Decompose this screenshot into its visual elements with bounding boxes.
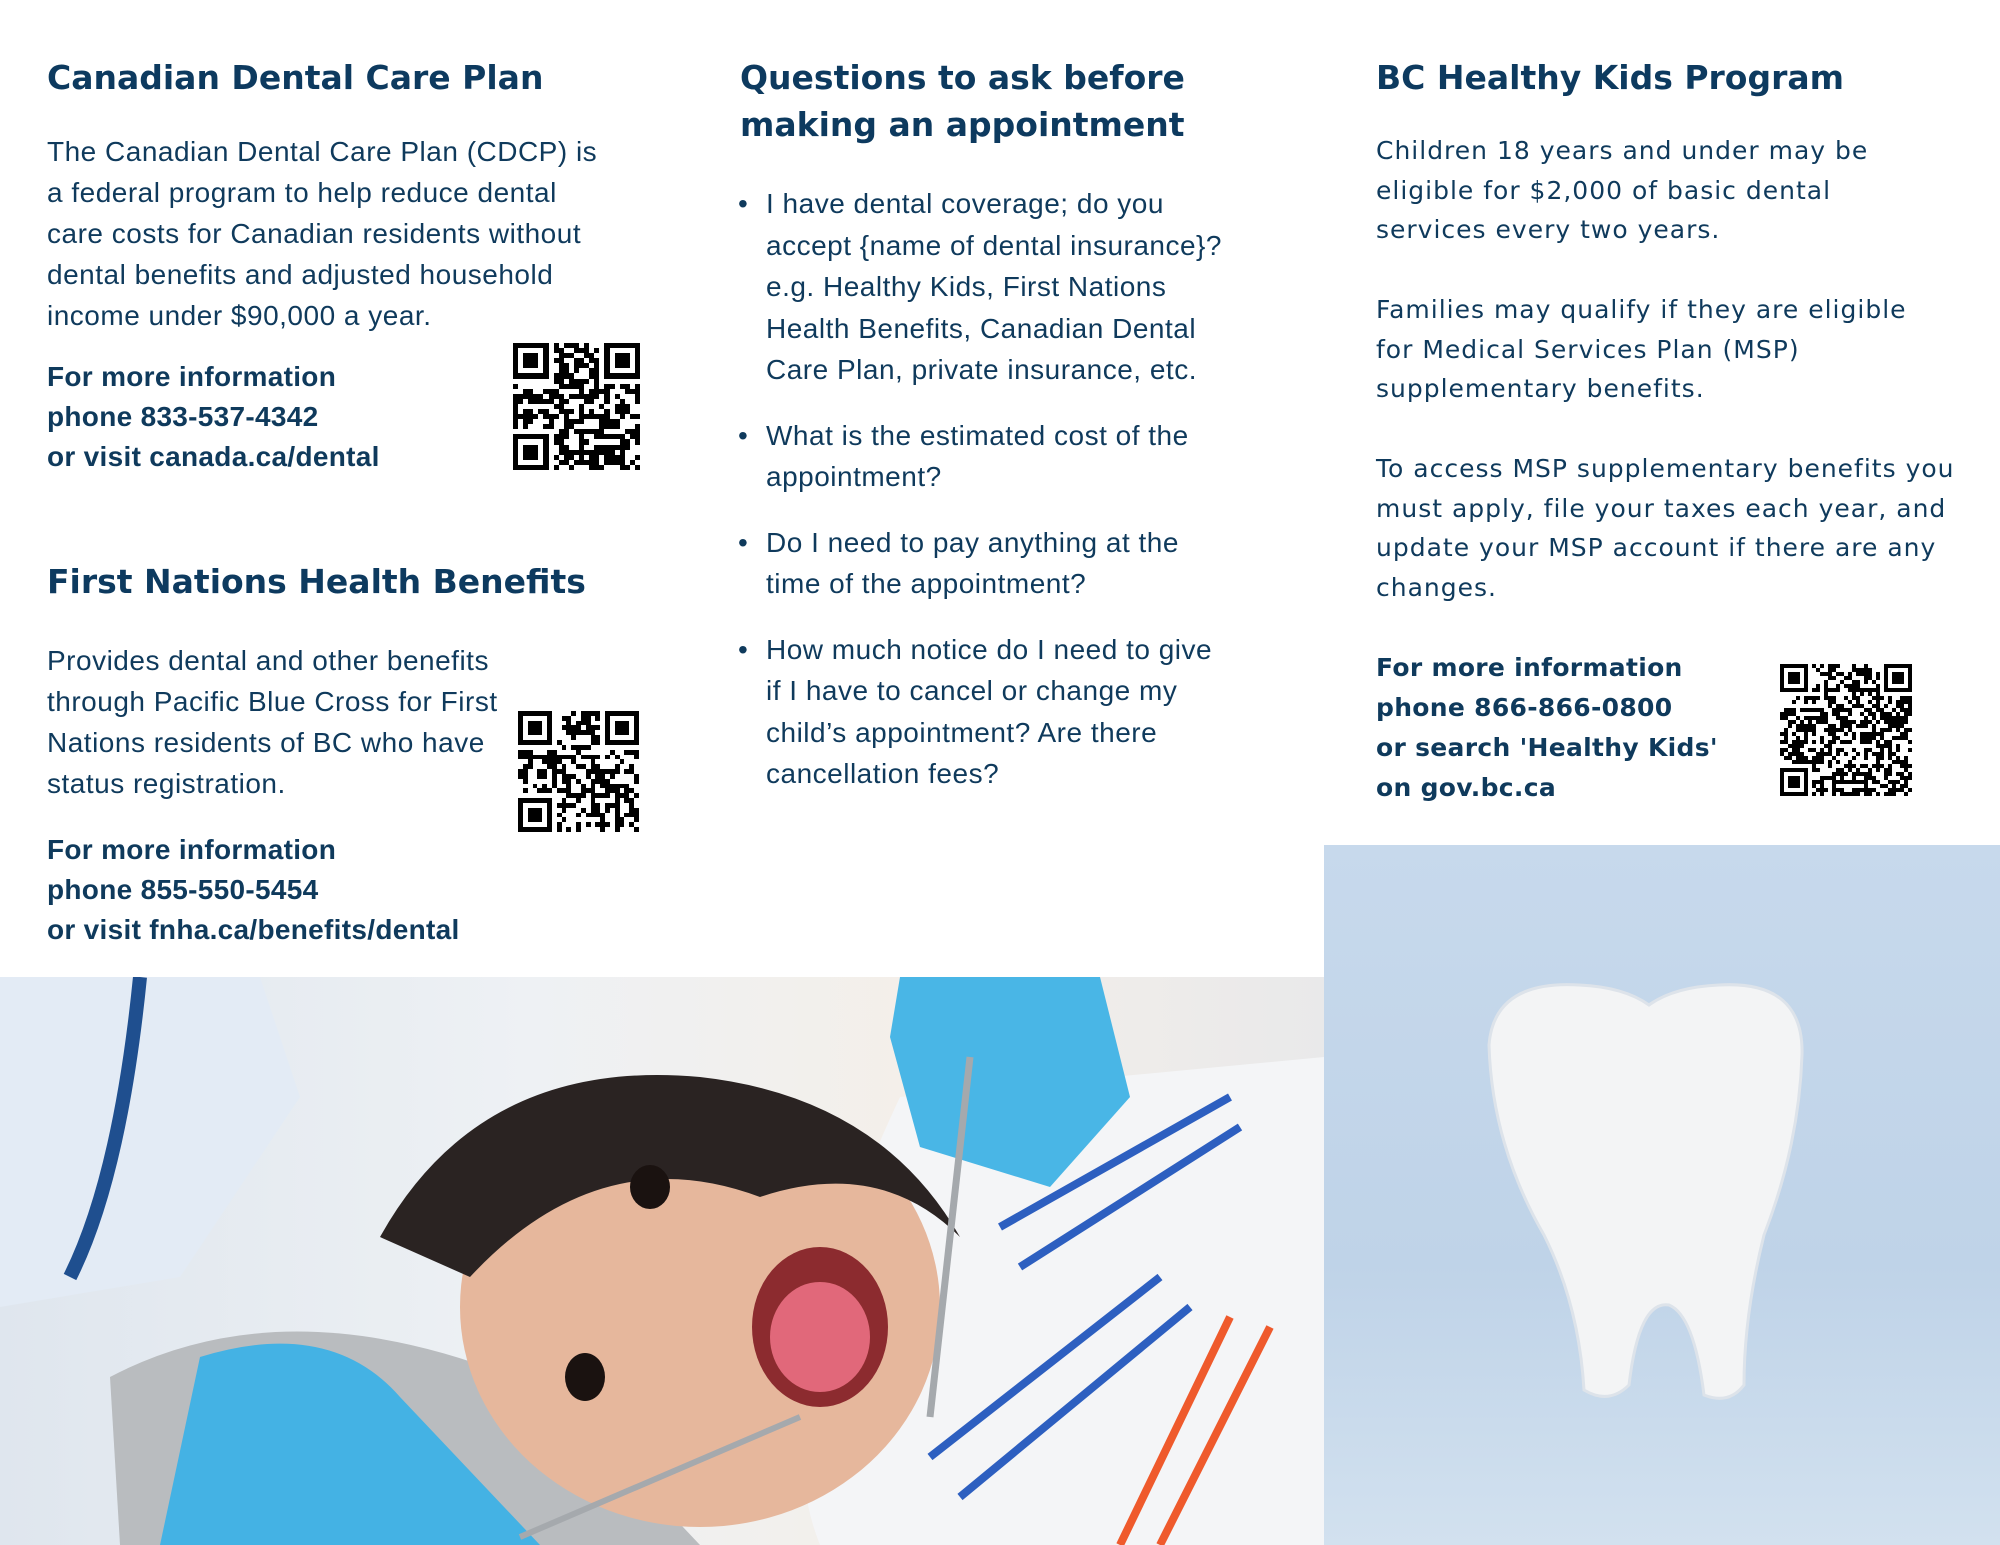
- fnhb-body: Provides dental and other benefits through Pacific Blue Cross for First Nations residents of BC who have status registration.: [47, 645, 498, 799]
- info-label: For more information: [1376, 653, 1683, 682]
- tooth-model-photo: [1324, 845, 2000, 1545]
- website-link[interactable]: on gov.bc.ca: [1376, 773, 1557, 802]
- list-item: • What is the estimated cost of the appointment?: [738, 415, 1228, 498]
- cdcp-heading: Canadian Dental Care Plan: [47, 58, 544, 97]
- healthy-kids-paragraph: Children 18 years and under may be eligible for $2,000 of basic dental services every two years.: [1376, 136, 1869, 244]
- child-dental-exam-photo: [0, 977, 1324, 1545]
- fnhb-qr-code: [518, 711, 639, 832]
- healthy-kids-paragraph: Families may qualify if they are eligible for Medical Services Plan (MSP) supplementary benefits.: [1376, 295, 1907, 403]
- cdcp-body: The Canadian Dental Care Plan (CDCP) is a federal program to help reduce dental care costs for Canadian residents without dental benefits and adjusted household income under $90,000 a year.: [47, 136, 598, 331]
- info-label: For more information: [47, 834, 337, 865]
- website-link[interactable]: or visit fnha.ca/benefits/dental: [47, 914, 460, 945]
- phone-number: phone 833-537-4342: [47, 401, 319, 432]
- phone-number: phone 855-550-5454: [47, 874, 319, 905]
- list-item: • How much notice do I need to give if I have to cancel or change my child’s appointment? Are there cancellation fees?: [738, 629, 1228, 795]
- list-item: • I have dental coverage; do you accept {name of dental insurance}? e.g. Healthy Kids, First Nations Health Benefits, Canadian Dental Care Plan, private insurance, etc.: [738, 183, 1228, 391]
- cdcp-info: [47, 357, 380, 477]
- healthy-kids-qr-code: [1780, 664, 1912, 796]
- info-label: For more information: [47, 361, 337, 392]
- search-instruction: or search 'Healthy Kids': [1376, 733, 1718, 762]
- cdcp-qr-code: [513, 343, 640, 470]
- questions-list: [738, 183, 1228, 819]
- healthy-kids-info: [1376, 648, 1718, 808]
- list-item: • Do I need to pay anything at the time of the appointment?: [738, 522, 1228, 605]
- questions-heading: Questions to ask before making an appointment: [740, 58, 1185, 144]
- phone-number: phone 866-866-0800: [1376, 693, 1673, 722]
- healthy-kids-paragraph: To access MSP supplementary benefits you must apply, file your taxes each year, and update your MSP account if there are any changes.: [1376, 454, 1955, 602]
- healthy-kids-heading: BC Healthy Kids Program: [1376, 58, 1845, 97]
- fnhb-info: [47, 830, 460, 950]
- fnhb-heading: First Nations Health Benefits: [47, 562, 586, 601]
- website-link[interactable]: or visit canada.ca/dental: [47, 441, 380, 472]
